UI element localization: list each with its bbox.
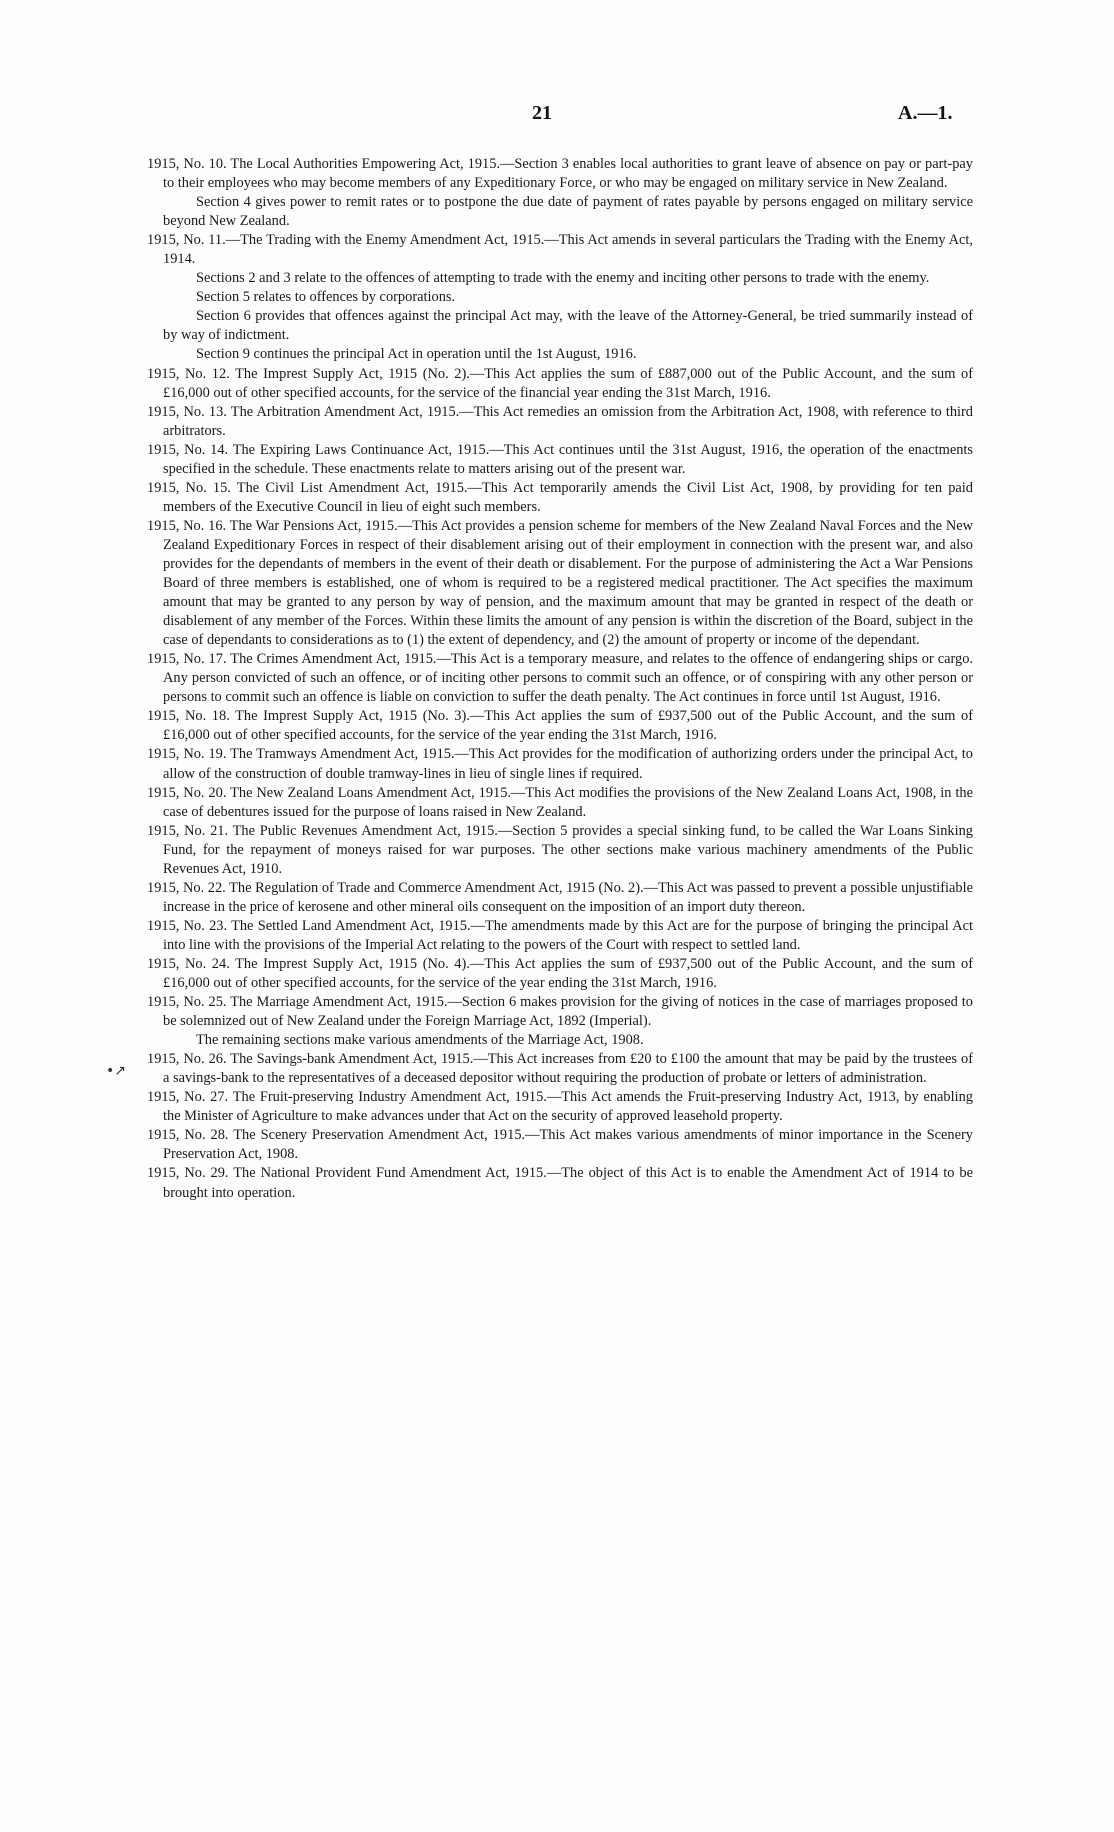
act-entry-paragraph: Section 4 gives power to remit rates or to postpone the due date of payment of rates payable by persons engaged on military service beyond New Zealand. (163, 194, 973, 230)
act-entry: 1915, No. 12. The Imprest Supply Act, 1915 (No. 2).—This Act applies the sum of £887,000 out of the Public Account, and the sum of £16,000 out of other specified accounts, for the service of the financial year ending the 31st March, 1916. (147, 365, 973, 401)
act-entry: 1915, No. 10. The Local Authorities Empowering Act, 1915.—Section 3 enables local authorities to grant leave of absence on pay or part-pay to their employees who may become members of any Expeditionary Force, or who may be engaged on military service in New Zealand. (147, 156, 973, 192)
act-entry: 1915, No. 20. The New Zealand Loans Amendment Act, 1915.—This Act modifies the provisions of the New Zealand Loans Act, 1908, in the case of debentures issued for the purpose of loans raised in New Zealand. (147, 784, 973, 820)
act-entry: 1915, No. 21. The Public Revenues Amendment Act, 1915.—Section 5 provides a special sinking fund, to be called the War Loans Sinking Fund, for the repayment of moneys raised for war purposes. The other sections make various machinery amendments of the Public Revenues Act, 1910. (147, 822, 973, 877)
act-entry-paragraph: Section 5 relates to offences by corporations. (196, 289, 456, 306)
act-entry: 1915, No. 17. The Crimes Amendment Act, 1915.—This Act is a temporary measure, and relates to the offence of endangering ships or cargo. Any person convicted of such an offence, or of inciting other persons to commit such an offence, or of conspiring with any other person or persons to commit such an offence is liable on conviction to suffer the death penalty. The Act continues in force until 1st August, 1916. (147, 651, 973, 706)
act-entry: 1915, No. 24. The Imprest Supply Act, 1915 (No. 4).—This Act applies the sum of £937,500 out of the Public Account, and the sum of £16,000 out of other specified accounts, for the service of the year ending the 31st March, 1916. (147, 955, 973, 992)
act-entry: 1915, No. 13. The Arbitration Amendment Act, 1915.—This Act remedies an omission from the Arbitration Act, 1908, with reference to third arbitrators. (147, 403, 973, 439)
act-entry-paragraph: Section 6 provides that offences against the principal Act may, with the leave of the Attorney-General, be tried summarily instead of by way of indictment. (163, 308, 973, 344)
act-entries-list (147, 155, 973, 1203)
act-entry: 1915, No. 29. The National Provident Fund Amendment Act, 1915.—The object of this Act is to enable the Amendment Act of 1914 to be brought into operation. (147, 1165, 973, 1201)
act-entry: 1915, No. 18. The Imprest Supply Act, 1915 (No. 3).—This Act applies the sum of £937,500 out of the Public Account, and the sum of £16,000 out of other specified accounts, for the service of the year ending the 31st March, 1916. (147, 708, 973, 744)
act-entry: 1915, No. 22. The Regulation of Trade and Commerce Amendment Act, 1915 (No. 2).—This Act was passed to prevent a possible unjustifiable increase in the price of kerosene and other mineral oils consequent on the imposition of an import duty thereon. (147, 879, 973, 915)
act-entry-paragraph: Section 9 continues the principal Act in operation until the 1st August, 1916. (196, 346, 637, 363)
page-number: 21 (532, 102, 552, 124)
act-entry: 1915, No. 19. The Tramways Amendment Act, 1915.—This Act provides for the modification of authorizing orders under the principal Act, to allow of the construction of double tramway-lines in lieu of single lines if required. (147, 746, 973, 782)
act-entry: 1915, No. 16. The War Pensions Act, 1915.—This Act provides a pension scheme for members of the New Zealand Naval Forces and the New Zealand Expeditionary Forces in respect of their disablement arising out of their employment in connection with the present war, and also provides for the dependants of members in the event of their death or disablement. For the purpose of administering the Act a War Pensions Board of three members is established, one of whom is required to be a registered medical practitioner. The Act specifies the maximum amount that may be granted to any person by way of pension, and the maximum amount that may be granted in respect of the death or disablement of any member of the Forces. Within these limits the amount of any pension is within the discretion of the Board, subject in the case of dependants to considerations as to (1) the extent of dependency, and (2) the amount of property or income of the dependant. (147, 517, 973, 649)
act-entry: 1915, No. 23. The Settled Land Amendment Act, 1915.—The amendments made by this Act are for the purpose of bringing the principal Act into line with the provisions of the Imperial Act relating to the powers of the Court with respect to settled land. (147, 917, 973, 953)
act-entry: 1915, No. 14. The Expiring Laws Continuance Act, 1915.—This Act continues until the 31st August, 1916, the operation of the enactments specified in the schedule. These enactments relate to matters arising out of the present war. (147, 441, 973, 477)
act-entry: 1915, No. 11.—The Trading with the Enemy Amendment Act, 1915.—This Act amends in several particulars the Trading with the Enemy Act, 1914. (147, 232, 973, 268)
margin-mark: •↗ (106, 1063, 126, 1079)
act-entry-paragraph: Sections 2 and 3 relate to the offences of attempting to trade with the enemy and inciting other persons to trade with the enemy. (196, 270, 930, 287)
act-entry: 1915, No. 26. The Savings-bank Amendment Act, 1915.—This Act increases from £20 to £100 the amount that may be paid by the trustees of a savings-bank to the representatives of a deceased depositor without requiring the production of probate or letters of administration. (147, 1051, 973, 1087)
act-entry: 1915, No. 27. The Fruit-preserving Industry Amendment Act, 1915.—This Act amends the Fruit-preserving Industry Act, 1913, by enabling the Minister of Agriculture to make advances under that Act on the security of approved leasehold property. (147, 1089, 973, 1125)
act-entry: 1915, No. 28. The Scenery Preservation Amendment Act, 1915.—This Act makes various amendments of minor importance in the Scenery Preservation Act, 1908. (147, 1127, 973, 1163)
act-entry-paragraph: The remaining sections make various amendments of the Marriage Act, 1908. (196, 1032, 644, 1049)
act-entry: 1915, No. 15. The Civil List Amendment Act, 1915.—This Act temporarily amends the Civil List Act, 1908, by providing for ten paid members of the Executive Council in lieu of eight such members. (147, 479, 973, 515)
act-entry: 1915, No. 25. The Marriage Amendment Act, 1915.—Section 6 makes provision for the giving of notices in the case of marriages proposed to be solemnized out of New Zealand under the Foreign Marriage Act, 1892 (Imperial). (147, 994, 973, 1030)
document-reference: A.—1. (898, 102, 953, 124)
